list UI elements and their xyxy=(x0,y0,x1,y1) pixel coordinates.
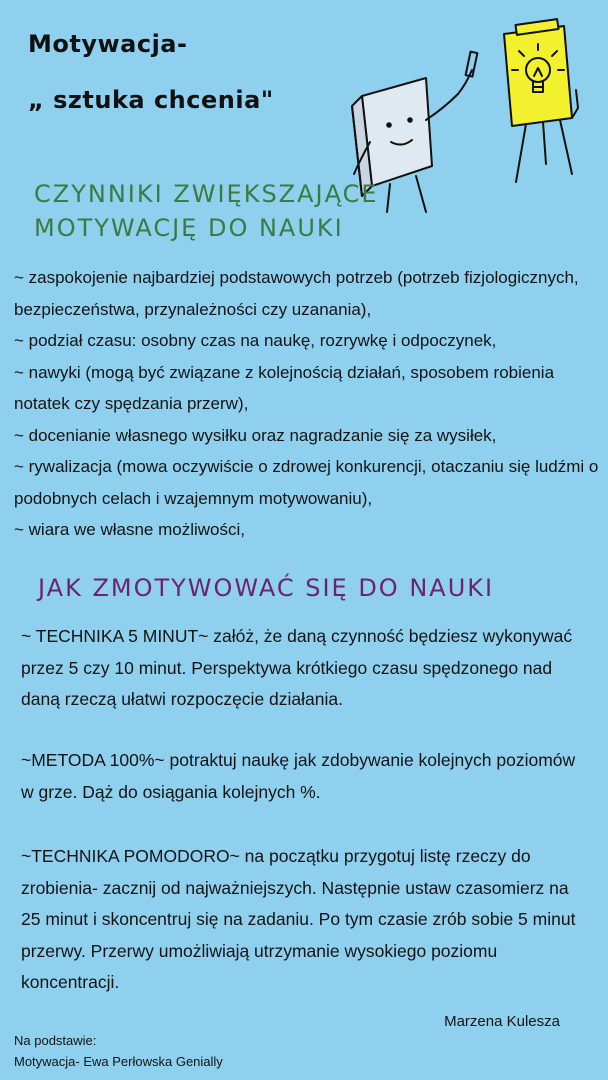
section-heading-factors xyxy=(34,177,379,245)
factors-list xyxy=(14,262,599,546)
title-line-1: Motywacja- xyxy=(28,30,188,58)
source-reference: Motywacja- Ewa Perłowska Genially xyxy=(14,1054,223,1069)
list-item: ~ wiara we własne możliwości, xyxy=(14,520,245,539)
title-line-2: „ sztuka chcenia" xyxy=(28,86,274,114)
source-label: Na podstawie: xyxy=(14,1033,97,1048)
list-item: ~ nawyki (mogą być związane z kolejnością działań, sposobem robienia notatek czy spędzania przerw), xyxy=(14,362,555,413)
technique-pomodoro: ~TECHNIKA POMODORO~ na początku przygotuj listę rzeczy do zrobienia- zacznij od najważniejszych. Następnie ustaw czasomierz na 25 minut i skoncentruj się na zadaniu. Po tym czasie zrób sobie 5 minut przerwy. Przerwy umożliwiają utrzymanie wysokiego poziomu koncentracji. xyxy=(21,846,576,992)
flipchart-lightbulb-icon xyxy=(504,19,578,182)
section-heading-factors-line-2: MOTYWACJĘ DO NAUKI xyxy=(34,214,344,242)
source-note xyxy=(14,1030,223,1072)
list-item: ~ rywalizacja (mowa oczywiście o zdrowej konkurencji, otaczaniu się ludźmi o podobnych celach i wzajemnym motywowaniu), xyxy=(14,457,599,508)
list-item: ~ zaspokojenie najbardziej podstawowych potrzeb (potrzeb fizjologicznych, bezpieczeństwa, przynależności czy uzanania), xyxy=(14,268,579,319)
section-heading-how-to: JAK ZMOTYWOWAĆ SIĘ DO NAUKI xyxy=(38,574,495,602)
list-item: ~ docenianie własnego wysiłku oraz nagradzanie się za wysiłek, xyxy=(14,425,497,445)
list-item: ~ podział czasu: osobny czas na naukę, rozrywkę i odpoczynek, xyxy=(14,331,497,350)
technique-5-minutes: ~ TECHNIKA 5 MINUT~ załóż, że daną czynność będziesz wykonywać przez 5 czy 10 minut. Perspektywa krótkiego czasu spędzonego nad daną rzeczą ułatwi rozpoczęcie działania. xyxy=(21,626,573,709)
technique-100-percent: ~METODA 100%~ potraktuj naukę jak zdobywanie kolejnych poziomów w grze. Dąż do osiągania kolejnych %. xyxy=(21,750,576,802)
author-name: Marzena Kulesza xyxy=(444,1013,560,1030)
section-heading-factors-line-1: CZYNNIKI ZWIĘKSZAJĄCE xyxy=(34,180,379,208)
